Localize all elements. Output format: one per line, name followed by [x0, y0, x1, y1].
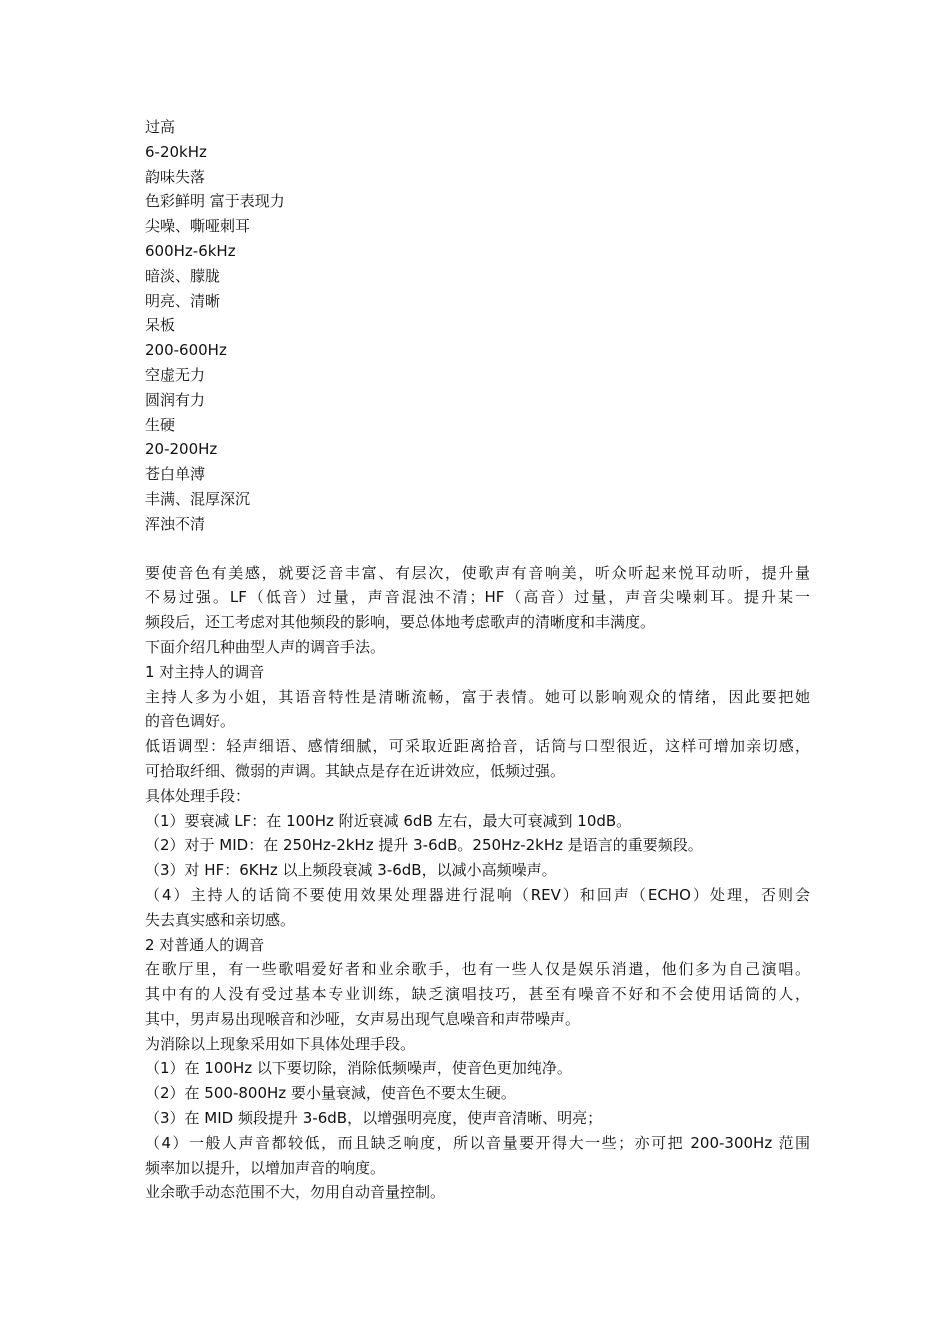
table-line: 生硬 — [145, 415, 176, 434]
paragraph-line: （2）对于 MID：在 250Hz-2kHz 提升 3-6dB。250Hz-2kHz 是语言的重要频段。 — [145, 836, 703, 855]
paragraph-line: 可拾取纤细、微弱的声调。其缺点是存在近讲效应，低频过强。 — [145, 761, 566, 780]
body-text — [145, 561, 810, 1206]
table-line: 明亮、清晰 — [145, 291, 221, 310]
paragraph-line: （3）在 MID 频段提升 3-6dB，以增强明亮度，使声音清晰、明亮； — [145, 1109, 603, 1128]
paragraph-line: 频率加以提升，以增加声音的响度。 — [145, 1158, 386, 1177]
paragraph-line: 下面介绍几种曲型人声的调音手法。 — [145, 637, 386, 656]
paragraph-line: 业余歌手动态范围不大，勿用自动音量控制。 — [145, 1183, 446, 1202]
table-line: 600Hz-6kHz — [145, 241, 236, 260]
paragraph-line: （4）一般人声音都较低，而且缺乏响度，所以音量要开得大一些；亦可把 200-300Hz 范围 — [145, 1133, 810, 1152]
table-line: 浑浊不清 — [145, 514, 206, 533]
table-line: 暗淡、朦胧 — [145, 266, 221, 285]
table-line: 空虚无力 — [145, 365, 206, 384]
paragraph-line: 低语调型：轻声细语、感情细腻，可采取近距离拾音，话筒与口型很近，这样可增加亲切感， — [145, 737, 810, 756]
paragraph-line: 要使音色有美感，就要泛音丰富、有层次，使歌声有音响美，听众听起来悦耳动听，提升量 — [145, 563, 810, 582]
paragraph-line: （2）在 500-800Hz 要小量衰減，使音色不要太生硬。 — [145, 1084, 516, 1103]
paragraph-line: （1）在 100Hz 以下要切除，消除低频噪声，使音色更加纯净。 — [145, 1059, 572, 1078]
table-line: 苍白单溥 — [145, 465, 206, 484]
paragraph-line: 失去真实感和亲切感。 — [145, 910, 296, 929]
frequency-table-lines — [145, 115, 810, 537]
paragraph-line: 为消除以上现象采用如下具体处理手段。 — [145, 1034, 416, 1053]
document-page — [145, 115, 810, 1205]
paragraph-line: （3）对 HF：6KHz 以上频段衰减 3-6dB，以减小高频噪声。 — [145, 861, 557, 880]
paragraph-line: 其中，男声易出现喉音和沙哑，女声易出现气息噪音和声带噪声。 — [145, 1009, 581, 1028]
table-line: 呆板 — [145, 316, 176, 335]
table-line: 200-600Hz — [145, 341, 227, 360]
table-line: 韵味失落 — [145, 167, 206, 186]
table-line: 尖噪、嘶哑刺耳 — [145, 217, 251, 236]
paragraph-line: 主持人多为小姐，其语音特性是清晰流畅，富于表情。她可以影响观众的情绪，因此要把她 — [145, 687, 810, 706]
table-line: 丰满、混厚深沉 — [145, 489, 251, 508]
paragraph-line: 不易过强。LF（低音）过量，声音混浊不清；HF（高音）过量，声音尖噪刺耳。提升某一 — [145, 588, 810, 607]
paragraph-line: 2 对普通人的调音 — [145, 935, 265, 954]
section-gap — [145, 537, 810, 561]
paragraph-line: 的音色调好。 — [145, 712, 236, 731]
paragraph-line: 在歌厅里，有一些歌唱爱好者和业余歌手，也有一些人仅是娱乐消遣，他们多为自己演唱。 — [145, 960, 810, 979]
paragraph-line: 具体处理手段： — [145, 786, 251, 805]
paragraph-line: （1）要衰减 LF：在 100Hz 附近衰减 6dB 左右，最大可衰减到 10dB。 — [145, 811, 632, 830]
paragraph-line: 1 对主持人的调音 — [145, 662, 265, 681]
table-line: 过高 — [145, 118, 176, 136]
paragraph-line: （4）主持人的话筒不要使用效果处理器进行混响（REV）和回声（ECHO）处理，否则会 — [145, 885, 810, 904]
paragraph-line: 频段后，还工考虑对其他频段的影响，要总体地考虑歌声的清晰度和丰满度。 — [145, 613, 656, 632]
table-line: 色彩鲜明 富于表现力 — [145, 192, 285, 211]
table-line: 6-20kHz — [145, 142, 207, 161]
table-line: 20-200Hz — [145, 440, 218, 459]
table-line: 圆润有力 — [145, 390, 206, 409]
paragraph-line: 其中有的人没有受过基本专业训练，缺乏演唱技巧，甚至有噪音不好和不会使用话筒的人， — [145, 985, 810, 1004]
